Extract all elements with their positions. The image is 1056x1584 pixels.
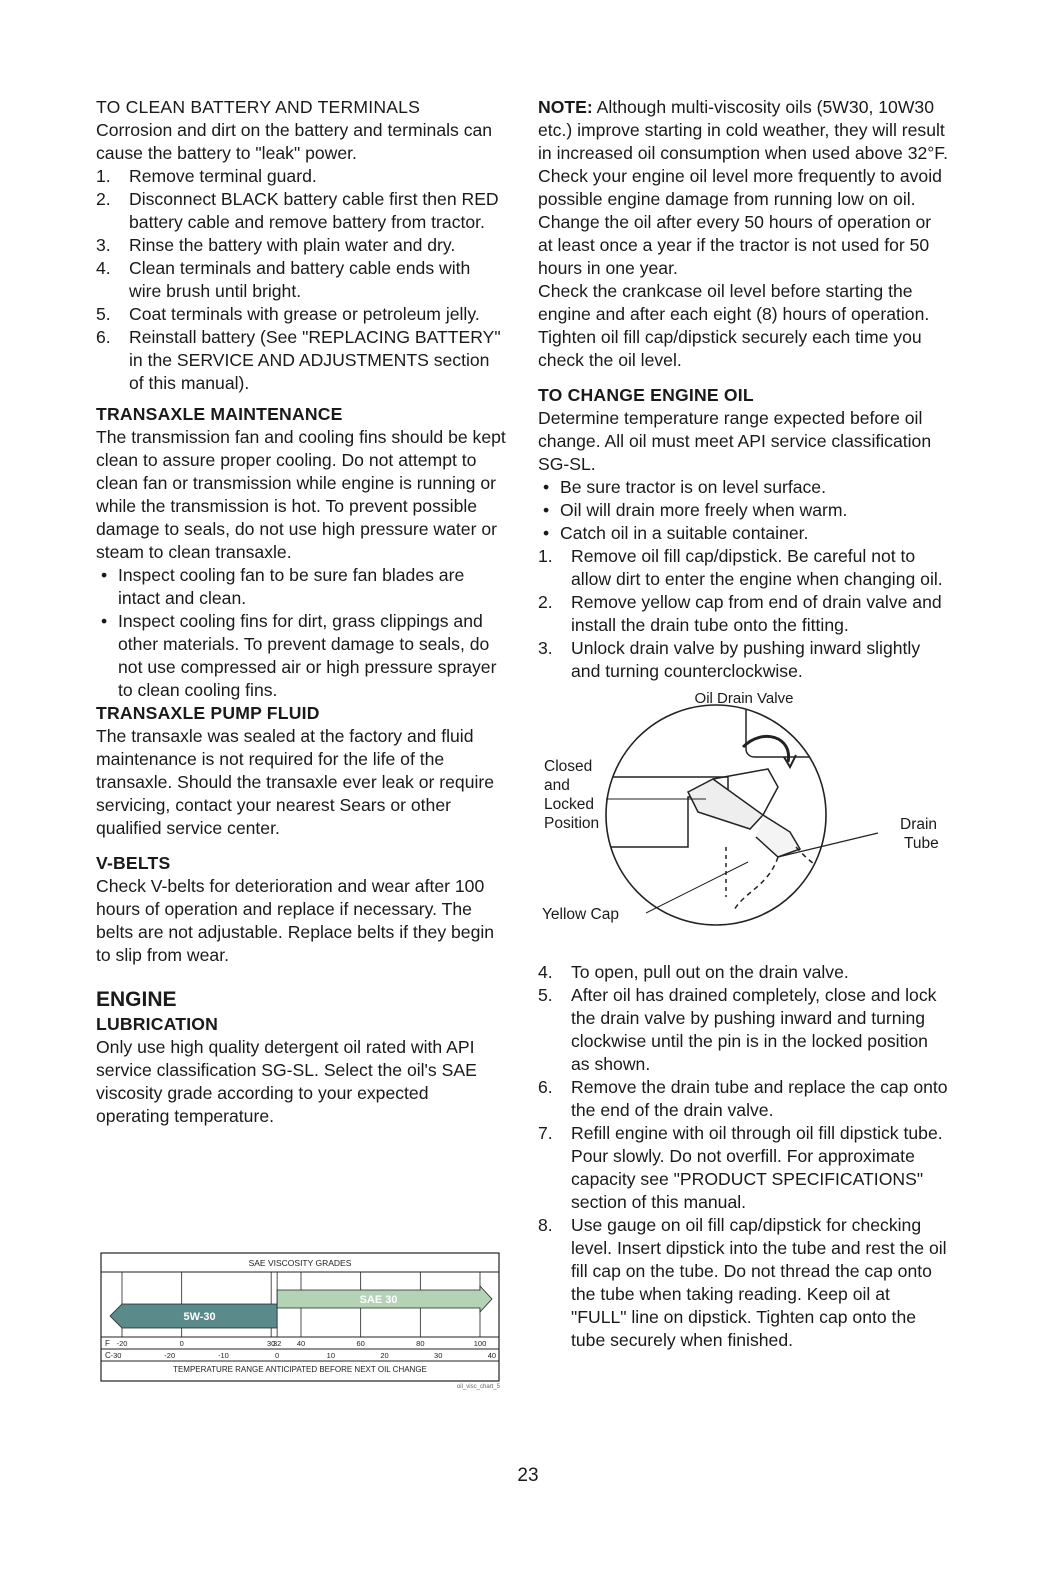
f-tick-label: 0 bbox=[179, 1339, 184, 1348]
check-level-text: Check the crankcase oil level before starting the engine and after each eight (8) hours of operation. Tighten oil fill cap/dipstick securely each time you check the oil level. bbox=[538, 281, 930, 370]
label-tube: Tube bbox=[904, 835, 939, 852]
label-drain: Drain bbox=[900, 816, 938, 833]
viscosity-chart-svg bbox=[100, 1252, 500, 1382]
list-item: 5. After oil has drained completely, close and lock the drain valve by pushing inward and turning clockwise until the pin is in the locked position as shown. bbox=[538, 985, 937, 1074]
vbelts-heading: V-BELTS bbox=[96, 853, 171, 873]
transaxle-bullets bbox=[96, 564, 506, 702]
transaxle-heading: TRANSAXLE MAINTENANCE bbox=[96, 404, 343, 424]
pump-text: The transaxle was sealed at the factory and fluid maintenance is not required for the life of the transaxle. Should the transaxle ever leak or require servicing, contact your nearest Sears or other qualified service center. bbox=[96, 726, 495, 838]
list-item: 4. To open, pull out on the drain valve. bbox=[538, 962, 849, 982]
series-label: SAE 30 bbox=[359, 1294, 398, 1306]
chart-code: oil_visc_chart_5 bbox=[456, 1384, 500, 1390]
c-tick-label: 10 bbox=[326, 1351, 336, 1360]
battery-intro: Corrosion and dirt on the battery and terminals can cause the battery to "leak" power. bbox=[96, 120, 493, 163]
c-tick-label: 20 bbox=[380, 1351, 389, 1360]
engine-heading: ENGINE bbox=[96, 988, 177, 1011]
lubrication-heading: LUBRICATION bbox=[96, 1014, 219, 1034]
list-item: 2. Disconnect BLACK battery cable first then RED battery cable and remove battery from tractor. bbox=[96, 189, 499, 232]
label-yellow-cap: Yellow Cap bbox=[542, 906, 619, 923]
vbelts-text: Check V-belts for deterioration and wear after 100 hours of operation and replace if necessary. The belts are not adjustable. Replace belts if they begin to slip from wear. bbox=[96, 876, 495, 965]
c-tick-label: 30 bbox=[434, 1351, 443, 1360]
change-oil-bullets bbox=[538, 476, 950, 545]
f-tick-label: 40 bbox=[296, 1339, 306, 1348]
series-bar-5w30 bbox=[110, 1304, 277, 1328]
chart-footer: TEMPERATURE RANGE ANTICIPATED BEFORE NEXT OIL CHANGE bbox=[173, 1365, 427, 1374]
change-oil-steps-a bbox=[538, 545, 950, 683]
chart-title: SAE VISCOSITY GRADES bbox=[248, 1258, 352, 1268]
note-text: Although multi-viscosity oils (5W30, 10W30 etc.) improve starting in cold weather, they will result in increased oil consumption when used above 32°F. Check your engine oil level more frequently to avoid possible engine damage from running low on oil. bbox=[538, 97, 948, 209]
list-item: • Be sure tractor is on level surface. bbox=[538, 476, 950, 499]
list-item: 2. Remove yellow cap from end of drain valve and install the drain tube onto the fitting. bbox=[538, 592, 942, 635]
c-tick-label: -10 bbox=[218, 1351, 229, 1360]
list-item: 6. Reinstall battery (See "REPLACING BATTERY" in the SERVICE AND ADJUSTMENTS section of this manual). bbox=[96, 327, 501, 393]
left-column bbox=[96, 96, 506, 1128]
pump-heading: TRANSAXLE PUMP FLUID bbox=[96, 703, 320, 723]
battery-heading: TO CLEAN BATTERY AND TERMINALS bbox=[96, 97, 421, 117]
list-item: 4. Clean terminals and battery cable ends with wire brush until bright. bbox=[96, 258, 471, 301]
change-interval-text: Change the oil after every 50 hours of operation or at least once a year if the tractor is not used for 50 hours in one year. bbox=[538, 212, 932, 278]
list-item: 5. Coat terminals with grease or petroleum jelly. bbox=[96, 304, 480, 324]
f-tick-label: 80 bbox=[416, 1339, 425, 1348]
f-tick-label: 60 bbox=[356, 1339, 365, 1348]
lubrication-text: Only use high quality detergent oil rated with API service classification SG-SL. Select the oil's SAE viscosity grade according to your expected operating temperature. bbox=[96, 1037, 477, 1126]
change-oil-heading: TO CHANGE ENGINE OIL bbox=[538, 385, 754, 405]
list-item: 6. Remove the drain tube and replace the cap onto the end of the drain valve. bbox=[538, 1077, 948, 1120]
series-bar-sae30 bbox=[277, 1286, 492, 1312]
f-tick-label: 30 bbox=[266, 1339, 276, 1348]
viscosity-chart bbox=[100, 1252, 500, 1390]
page-number: 23 bbox=[517, 1465, 539, 1486]
list-item: 3. Unlock drain valve by pushing inward slightly and turning counterclockwise. bbox=[538, 638, 921, 681]
c-axis-label: C bbox=[105, 1351, 111, 1360]
change-oil-intro: Determine temperature range expected before oil change. All oil must meet API service classification SG-SL. bbox=[538, 408, 932, 474]
list-item: 1. Remove terminal guard. bbox=[96, 166, 317, 186]
figure-caption: Oil Drain Valve bbox=[694, 690, 794, 707]
list-item: • Oil will drain more freely when warm. bbox=[538, 499, 950, 522]
f-axis-label: F bbox=[105, 1339, 110, 1348]
list-item: 7. Refill engine with oil through oil fill dipstick tube. Pour slowly. Do not overfill. For approximate capacity see "PRODUCT SPECIFICATIONS" section of this manual. bbox=[538, 1123, 943, 1212]
label-and: and bbox=[544, 777, 570, 794]
transaxle-text: The transmission fan and cooling fins should be kept clean to assure proper cooling. Do not attempt to clean fan or transmission while engine is running or while the transmission is hot. To prevent possible damage to seals, do not use high pressure water or steam to clean transaxle. bbox=[96, 427, 506, 562]
list-item: 1. Remove oil fill cap/dipstick. Be careful not to allow dirt to enter the engine when changing oil. bbox=[538, 546, 943, 589]
label-locked: Locked bbox=[544, 796, 594, 813]
list-item: • Catch oil in a suitable container. bbox=[538, 522, 950, 545]
label-closed: Closed bbox=[544, 758, 593, 775]
right-column bbox=[538, 96, 950, 1352]
oil-drain-valve-figure bbox=[538, 687, 950, 955]
list-item: 8. Use gauge on oil fill cap/dipstick for checking level. Insert dipstick into the tube and rest the oil fill cap on the tube. Do not thread the cap onto the tube when taking reading. Keep oil at "FULL" line on dipstick. Tighten cap onto the tube securely when finished. bbox=[538, 1215, 947, 1350]
c-tick-label: 0 bbox=[275, 1351, 280, 1360]
label-position: Position bbox=[544, 815, 600, 832]
c-tick-label: 40 bbox=[487, 1351, 497, 1360]
f-tick-label: -20 bbox=[116, 1339, 128, 1348]
f-tick-label: 32 bbox=[272, 1339, 282, 1348]
series-label: 5W-30 bbox=[183, 1311, 216, 1323]
change-oil-steps-b bbox=[538, 961, 950, 1352]
list-item: • Inspect cooling fan to be sure fan blades are intact and clean. bbox=[96, 564, 506, 610]
list-item: • Inspect cooling fins for dirt, grass clippings and other materials. To prevent damage to seals, do not use compressed air or high pressure sprayer to clean cooling fins. bbox=[96, 610, 506, 702]
note-label: NOTE: bbox=[538, 97, 593, 117]
c-tick-label: -30 bbox=[110, 1351, 122, 1360]
list-item: 3. Rinse the battery with plain water and dry. bbox=[96, 235, 456, 255]
f-tick-label: 100 bbox=[473, 1339, 487, 1348]
note-paragraph bbox=[538, 96, 950, 211]
c-tick-label: -20 bbox=[164, 1351, 176, 1360]
battery-steps bbox=[96, 165, 506, 395]
